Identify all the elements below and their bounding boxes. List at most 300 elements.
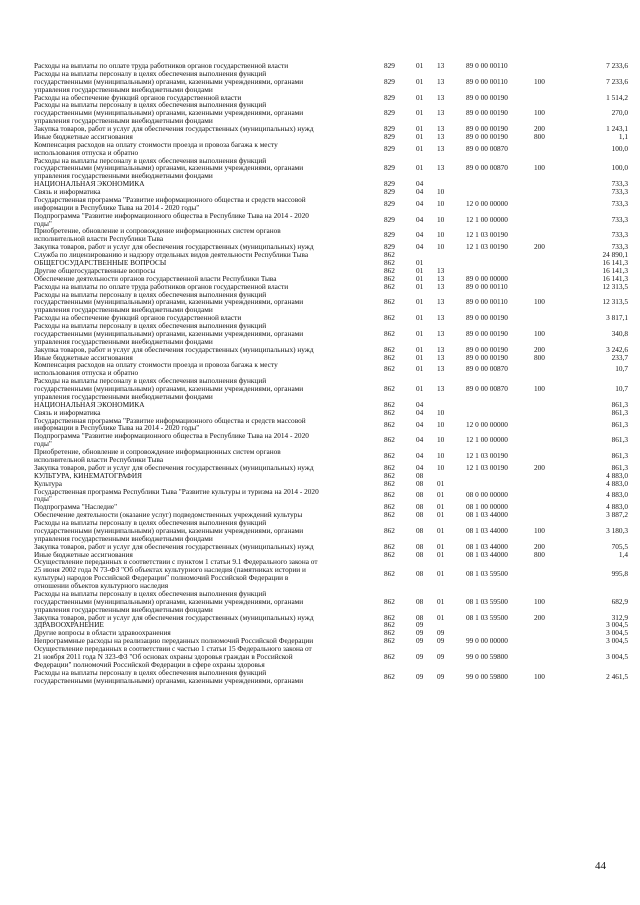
podrazdel-code: 10 xyxy=(437,187,445,197)
vedomstvo-code: 862 xyxy=(384,297,395,307)
amount-cell: 3 004,5 xyxy=(606,636,628,646)
vedomstvo-code: 829 xyxy=(384,76,395,86)
vedomstvo-code: 829 xyxy=(384,198,395,208)
row-name-line: культуры) народов Российской Федерации" полномочий Российской Федерации в xyxy=(34,573,289,583)
vedomstvo-code: 862 xyxy=(384,490,395,500)
amount-cell: 995,8 xyxy=(611,569,628,579)
target-article-code: 08 1 03 44000 xyxy=(466,549,508,559)
table-row xyxy=(0,590,640,614)
amount-cell: 3 180,3 xyxy=(606,525,628,535)
razdel-code: 01 xyxy=(416,108,424,118)
amount-cell: 861,3 xyxy=(611,451,628,461)
expense-type-code: 200 xyxy=(534,541,545,551)
row-name-line: Расходы на выплаты персоналу в целях обеспечения выполнения функций xyxy=(34,376,267,386)
expense-type-code: 100 xyxy=(534,596,545,606)
vedomstvo-code: 829 xyxy=(384,179,395,189)
razdel-code: 01 xyxy=(416,258,424,267)
vedomstvo-code: 862 xyxy=(384,328,395,338)
vedomstvo-code: 862 xyxy=(384,502,395,512)
target-article-code: 12 1 00 00000 xyxy=(466,214,508,224)
vedomstvo-code: 862 xyxy=(384,265,395,275)
razdel-code: 09 xyxy=(416,628,424,638)
row-name-line: информации в Республике Тыва на 2014 - 2020 годы" xyxy=(34,423,200,433)
table-row xyxy=(0,448,640,464)
razdel-code: 04 xyxy=(416,399,424,409)
amount-cell: 3 004,5 xyxy=(606,628,628,638)
row-name-line: использования отпуска и обратно xyxy=(34,368,139,378)
razdel-code: 09 xyxy=(416,651,424,661)
razdel-code: 04 xyxy=(416,230,424,240)
razdel-code: 01 xyxy=(416,163,424,173)
row-name-line: годы" xyxy=(34,439,52,449)
row-name-line: Приобретение, обновление и сопровождение информационных систем органов xyxy=(34,226,281,236)
target-article-code: 12 1 03 00190 xyxy=(466,451,508,461)
table-row xyxy=(0,472,640,480)
table-row xyxy=(0,488,640,504)
razdel-code: 01 xyxy=(416,61,424,70)
row-name-line: Иные бюджетные ассигнования xyxy=(34,549,133,559)
podrazdel-code: 13 xyxy=(437,265,445,275)
table-row xyxy=(0,141,640,157)
amount-cell: 24 890,1 xyxy=(602,250,628,260)
amount-cell: 733,3 xyxy=(611,242,628,252)
amount-cell: 100,0 xyxy=(611,143,628,153)
target-article-code: 12 1 03 00190 xyxy=(466,242,508,252)
podrazdel-code: 01 xyxy=(437,510,445,520)
amount-cell: 7 233,6 xyxy=(606,61,628,70)
row-name-line: Закупка товаров, работ и услуг для обеспечения государственных (муниципальных) нужд xyxy=(34,242,314,252)
razdel-code: 09 xyxy=(416,620,424,630)
amount-cell: 733,3 xyxy=(611,187,628,197)
row-name-line: Иные бюджетные ассигнования xyxy=(34,131,133,141)
expense-type-code: 100 xyxy=(534,525,545,535)
podrazdel-code: 10 xyxy=(437,462,445,472)
razdel-code: 01 xyxy=(416,131,424,141)
amount-cell: 3 817,1 xyxy=(606,313,628,323)
row-name-line: Расходы на обеспечение функций органов государственной власти xyxy=(34,92,242,102)
amount-cell: 312,9 xyxy=(611,612,628,622)
target-article-code: 89 0 00 00190 xyxy=(466,344,508,354)
expense-type-code: 200 xyxy=(534,344,545,354)
podrazdel-code: 13 xyxy=(437,131,445,141)
target-article-code: 89 0 00 00190 xyxy=(466,108,508,118)
amount-cell: 10,7 xyxy=(615,384,628,394)
amount-cell: 861,3 xyxy=(611,462,628,472)
podrazdel-code: 09 xyxy=(437,671,445,681)
table-row xyxy=(0,70,640,94)
row-name-line: Служба по лицензированию и надзору отдельных видов деятельности Республики Тыва xyxy=(34,250,309,260)
razdel-code: 09 xyxy=(416,671,424,681)
razdel-code: 04 xyxy=(416,462,424,472)
target-article-code: 89 0 00 00870 xyxy=(466,143,508,153)
target-article-code: 99 0 00 59800 xyxy=(466,651,508,661)
razdel-code: 08 xyxy=(416,596,424,606)
expense-type-code: 200 xyxy=(534,612,545,622)
vedomstvo-code: 862 xyxy=(384,671,395,681)
row-name-line: Федерации" полномочий Российской Федерации в сфере охраны здоровья xyxy=(34,659,265,669)
podrazdel-code: 10 xyxy=(437,451,445,461)
amount-cell: 270,0 xyxy=(611,108,628,118)
amount-cell: 1 243,1 xyxy=(606,124,628,134)
vedomstvo-code: 862 xyxy=(384,628,395,638)
row-name-line: Расходы на выплаты персоналу в целях обеспечения выполнения функций xyxy=(34,321,267,331)
row-name-line: отношении объектов культурного наследия xyxy=(34,581,169,591)
expense-type-code: 100 xyxy=(534,384,545,394)
razdel-code: 01 xyxy=(416,364,424,374)
row-name-line: Государственная программа "Развитие информационного общества и средств массовой xyxy=(34,194,306,204)
row-name-line: Расходы на выплаты персоналу в целях обеспечения выполнения функций xyxy=(34,588,267,598)
row-name-line: ОБЩЕГОСУДАРСТВЕННЫЕ ВОПРОСЫ xyxy=(34,258,167,267)
row-name-line: Осуществление переданных в соответствии с пунктом 1 статьи 9.1 Федерального закона от xyxy=(34,557,318,567)
vedomstvo-code: 862 xyxy=(384,313,395,323)
amount-cell: 861,3 xyxy=(611,399,628,409)
row-name-line: Непрограммные расходы на реализацию переданных полномочий Российской Федерации xyxy=(34,636,314,646)
podrazdel-code: 13 xyxy=(437,313,445,323)
amount-cell: 10,7 xyxy=(615,364,628,374)
target-article-code: 12 0 00 00000 xyxy=(466,419,508,429)
razdel-code: 01 xyxy=(416,265,424,275)
expense-type-code: 100 xyxy=(534,328,545,338)
expense-type-code: 100 xyxy=(534,163,545,173)
target-article-code: 08 1 00 00000 xyxy=(466,502,508,512)
target-article-code: 89 0 00 00870 xyxy=(466,163,508,173)
row-name-line: Закупка товаров, работ и услуг для обеспечения государственных (муниципальных) нужд xyxy=(34,612,314,622)
razdel-code: 04 xyxy=(416,435,424,445)
expense-type-code: 800 xyxy=(534,131,545,141)
podrazdel-code: 13 xyxy=(437,143,445,153)
vedomstvo-code: 862 xyxy=(384,399,395,409)
podrazdel-code: 01 xyxy=(437,569,445,579)
razdel-code: 08 xyxy=(416,525,424,535)
razdel-code: 08 xyxy=(416,541,424,551)
target-article-code: 12 1 03 00190 xyxy=(466,230,508,240)
table-row xyxy=(0,377,640,401)
amount-cell: 733,3 xyxy=(611,214,628,224)
row-name-line: государственными (муниципальными) органами, казенными учреждениями, органами xyxy=(34,384,304,394)
row-name-line: КУЛЬТУРА, КИНЕМАТОГРАФИЯ xyxy=(34,470,142,480)
target-article-code: 89 0 00 00190 xyxy=(466,328,508,338)
target-article-code: 12 1 03 00190 xyxy=(466,462,508,472)
vedomstvo-code: 829 xyxy=(384,187,395,197)
target-article-code: 89 0 00 00000 xyxy=(466,273,508,283)
row-name-line: Компенсация расходов на оплату стоимости проезда и провоза багажа к месту xyxy=(34,139,278,149)
target-article-code: 08 1 03 44000 xyxy=(466,510,508,520)
vedomstvo-code: 862 xyxy=(384,384,395,394)
podrazdel-code: 10 xyxy=(437,419,445,429)
vedomstvo-code: 862 xyxy=(384,250,395,260)
row-name-line: использования отпуска и обратно xyxy=(34,147,139,157)
expense-type-code: 200 xyxy=(534,124,545,134)
amount-cell: 7 233,6 xyxy=(606,76,628,86)
target-article-code: 08 1 03 59500 xyxy=(466,596,508,606)
podrazdel-code: 01 xyxy=(437,525,445,535)
vedomstvo-code: 862 xyxy=(384,451,395,461)
vedomstvo-code: 862 xyxy=(384,281,395,291)
vedomstvo-code: 862 xyxy=(384,419,395,429)
vedomstvo-code: 862 xyxy=(384,273,395,283)
target-article-code: 08 1 03 44000 xyxy=(466,525,508,535)
vedomstvo-code: 862 xyxy=(384,258,395,267)
table-row xyxy=(0,322,640,346)
row-name-line: ЗДРАВООХРАНЕНИЕ xyxy=(34,620,104,630)
razdel-code: 04 xyxy=(416,451,424,461)
row-name-line: управления государственными внебюджетными фондами xyxy=(34,391,213,401)
amount-cell: 16 141,3 xyxy=(602,273,628,283)
row-name-line: исполнительной власти Республики Тыва xyxy=(34,234,164,244)
vedomstvo-code: 829 xyxy=(384,108,395,118)
target-article-code: 89 0 00 00110 xyxy=(466,281,508,291)
row-name-line: 21 ноября 2011 года N 323-ФЗ "Об основах охраны здоровья граждан в Российской xyxy=(34,651,293,661)
vedomstvo-code: 829 xyxy=(384,131,395,141)
expense-type-code: 800 xyxy=(534,549,545,559)
expense-type-code: 200 xyxy=(534,462,545,472)
row-name-line: управления государственными внебюджетными фондами xyxy=(34,604,213,614)
target-article-code: 89 0 00 00190 xyxy=(466,352,508,362)
podrazdel-code: 13 xyxy=(437,124,445,134)
row-name-line: Государственная программа "Развитие информационного общества и средств массовой xyxy=(34,415,306,425)
vedomstvo-code: 829 xyxy=(384,124,395,134)
podrazdel-code: 01 xyxy=(437,490,445,500)
razdel-code: 08 xyxy=(416,502,424,512)
row-name-line: Расходы на выплаты персоналу в целях обеспечения выполнения функций xyxy=(34,155,267,165)
amount-cell: 12 313,5 xyxy=(602,297,628,307)
podrazdel-code: 01 xyxy=(437,612,445,622)
vedomstvo-code: 862 xyxy=(384,364,395,374)
row-name-line: Расходы на обеспечение функций органов государственной власти xyxy=(34,313,242,323)
vedomstvo-code: 829 xyxy=(384,143,395,153)
vedomstvo-code: 862 xyxy=(384,620,395,630)
row-name-line: Подпрограмма "Наследие" xyxy=(34,502,118,512)
row-name-line: управления государственными внебюджетными фондами xyxy=(34,84,213,94)
row-name-line: государственными (муниципальными) органами, казенными учреждениями, органами xyxy=(34,108,304,118)
expense-type-code: 100 xyxy=(534,108,545,118)
row-name-line: 25 июня 2002 года N 73-ФЗ "Об объектах культурного наследия (памятниках истории и xyxy=(34,565,306,575)
row-name-line: Приобретение, обновление и сопровождение информационных систем органов xyxy=(34,447,281,457)
podrazdel-code: 01 xyxy=(437,596,445,606)
target-article-code: 08 1 03 59500 xyxy=(466,612,508,622)
vedomstvo-code: 862 xyxy=(384,651,395,661)
page-number: 44 xyxy=(595,860,606,872)
vedomstvo-code: 829 xyxy=(384,61,395,70)
podrazdel-code: 13 xyxy=(437,297,445,307)
podrazdel-code: 13 xyxy=(437,76,445,86)
podrazdel-code: 09 xyxy=(437,636,445,646)
podrazdel-code: 13 xyxy=(437,92,445,102)
table-row xyxy=(0,669,640,685)
row-name-line: НАЦИОНАЛЬНАЯ ЭКОНОМИКА xyxy=(34,399,145,409)
podrazdel-code: 09 xyxy=(437,628,445,638)
vedomstvo-code: 862 xyxy=(384,596,395,606)
vedomstvo-code: 829 xyxy=(384,214,395,224)
amount-cell: 3 242,6 xyxy=(606,344,628,354)
podrazdel-code: 10 xyxy=(437,242,445,252)
amount-cell: 4 883,0 xyxy=(606,502,628,512)
razdel-code: 01 xyxy=(416,297,424,307)
amount-cell: 4 883,0 xyxy=(606,490,628,500)
table-row xyxy=(0,432,640,448)
amount-cell: 12 313,5 xyxy=(602,281,628,291)
target-article-code: 12 1 00 00000 xyxy=(466,435,508,445)
razdel-code: 08 xyxy=(416,510,424,520)
podrazdel-code: 13 xyxy=(437,384,445,394)
vedomstvo-code: 829 xyxy=(384,230,395,240)
target-article-code: 89 0 00 00110 xyxy=(466,61,508,70)
razdel-code: 01 xyxy=(416,92,424,102)
table-row xyxy=(0,291,640,315)
razdel-code: 04 xyxy=(416,242,424,252)
vedomstvo-code: 862 xyxy=(384,541,395,551)
row-name-line: Другие вопросы в области здравоохранения xyxy=(34,628,171,638)
target-article-code: 08 0 00 00000 xyxy=(466,490,508,500)
expense-type-code: 100 xyxy=(534,76,545,86)
row-name-line: НАЦИОНАЛЬНАЯ ЭКОНОМИКА xyxy=(34,179,145,189)
vedomstvo-code: 862 xyxy=(384,470,395,480)
table-row xyxy=(0,417,640,433)
razdel-code: 01 xyxy=(416,352,424,362)
target-article-code: 89 0 00 00190 xyxy=(466,313,508,323)
amount-cell: 705,5 xyxy=(611,541,628,551)
razdel-code: 04 xyxy=(416,187,424,197)
razdel-code: 01 xyxy=(416,344,424,354)
target-article-code: 89 0 00 00870 xyxy=(466,364,508,374)
razdel-code: 08 xyxy=(416,569,424,579)
row-name-line: Подпрограмма "Развитие информационного общества в Республике Тыва на 2014 - 2020 xyxy=(34,210,309,220)
amount-cell: 733,3 xyxy=(611,230,628,240)
row-name-line: государственными (муниципальными) органами, казенными учреждениями, органами xyxy=(34,297,304,307)
row-name-line: Расходы на выплаты персоналу в целях обеспечения выполнения функций xyxy=(34,100,267,110)
amount-cell: 16 141,3 xyxy=(602,258,628,267)
razdel-code: 01 xyxy=(416,328,424,338)
amount-cell: 3 887,2 xyxy=(606,510,628,520)
razdel-code: 08 xyxy=(416,612,424,622)
amount-cell: 2 461,5 xyxy=(606,671,628,681)
amount-cell: 4 883,0 xyxy=(606,470,628,480)
vedomstvo-code: 862 xyxy=(384,435,395,445)
row-name-line: управления государственными внебюджетными фондами xyxy=(34,305,213,315)
razdel-code: 09 xyxy=(416,636,424,646)
row-name-line: Расходы на выплаты персоналу в целях обеспечения выполнения функций xyxy=(34,68,267,78)
podrazdel-code: 10 xyxy=(437,230,445,240)
row-name-line: годы" xyxy=(34,218,52,228)
amount-cell: 861,3 xyxy=(611,419,628,429)
razdel-code: 08 xyxy=(416,549,424,559)
table-row xyxy=(0,157,640,181)
table-row xyxy=(0,558,640,590)
target-article-code: 89 0 00 00190 xyxy=(466,131,508,141)
razdel-code: 04 xyxy=(416,179,424,189)
row-name-line: Закупка товаров, работ и услуг для обеспечения государственных (муниципальных) нужд xyxy=(34,124,314,134)
row-name-line: Иные бюджетные ассигнования xyxy=(34,352,133,362)
razdel-code: 01 xyxy=(416,313,424,323)
amount-cell: 733,3 xyxy=(611,179,628,189)
vedomstvo-code: 862 xyxy=(384,407,395,417)
podrazdel-code: 13 xyxy=(437,328,445,338)
amount-cell: 16 141,3 xyxy=(602,265,628,275)
podrazdel-code: 13 xyxy=(437,108,445,118)
target-article-code: 89 0 00 00110 xyxy=(466,297,508,307)
target-article-code: 12 0 00 00000 xyxy=(466,198,508,208)
row-name-line: управления государственными внебюджетными фондами xyxy=(34,533,213,543)
amount-cell: 861,3 xyxy=(611,435,628,445)
target-article-code: 99 0 00 59800 xyxy=(466,671,508,681)
razdel-code: 04 xyxy=(416,198,424,208)
podrazdel-code: 01 xyxy=(437,549,445,559)
row-name-line: Государственная программа Республики Тыва "Развитие культуры и туризма на 2014 - 2020 xyxy=(34,486,319,496)
row-name-line: годы" xyxy=(34,494,52,504)
expense-type-code: 200 xyxy=(534,242,545,252)
row-name-line: государственными (муниципальными) органами, казенными учреждениями, органами xyxy=(34,675,304,685)
amount-cell: 733,3 xyxy=(611,198,628,208)
row-name-line: государственными (муниципальными) органами, казенными учреждениями, органами xyxy=(34,596,304,606)
vedomstvo-code: 862 xyxy=(384,525,395,535)
row-name-line: Другие общегосударственные вопросы xyxy=(34,265,156,275)
row-name-line: Связь и информатика xyxy=(34,187,101,197)
vedomstvo-code: 862 xyxy=(384,510,395,520)
target-article-code: 08 1 03 44000 xyxy=(466,541,508,551)
vedomstvo-code: 862 xyxy=(384,462,395,472)
razdel-code: 08 xyxy=(416,478,424,488)
podrazdel-code: 13 xyxy=(437,163,445,173)
podrazdel-code: 10 xyxy=(437,435,445,445)
vedomstvo-code: 829 xyxy=(384,242,395,252)
amount-cell: 233,7 xyxy=(611,352,628,362)
expense-type-code: 100 xyxy=(534,671,545,681)
table-row xyxy=(0,519,640,543)
amount-cell: 1,1 xyxy=(618,131,628,141)
podrazdel-code: 01 xyxy=(437,478,445,488)
podrazdel-code: 10 xyxy=(437,407,445,417)
vedomstvo-code: 862 xyxy=(384,612,395,622)
vedomstvo-code: 862 xyxy=(384,569,395,579)
row-name-line: управления государственными внебюджетными фондами xyxy=(34,116,213,126)
amount-cell: 340,8 xyxy=(611,328,628,338)
podrazdel-code: 01 xyxy=(437,541,445,551)
amount-cell: 3 004,5 xyxy=(606,651,628,661)
row-name-line: информации в Республике Тыва на 2014 - 2020 годы" xyxy=(34,202,200,212)
amount-cell: 861,3 xyxy=(611,407,628,417)
target-article-code: 89 0 00 00870 xyxy=(466,384,508,394)
razdel-code: 08 xyxy=(416,470,424,480)
vedomstvo-code: 862 xyxy=(384,478,395,488)
razdel-code: 01 xyxy=(416,76,424,86)
table-row xyxy=(0,645,640,669)
row-name-line: Осуществление переданных в соответствии с частью 1 статьи 15 Федерального закона от xyxy=(34,644,312,654)
table-row xyxy=(0,227,640,243)
razdel-code: 01 xyxy=(416,143,424,153)
table-row xyxy=(0,212,640,228)
row-name-line: Закупка товаров, работ и услуг для обеспечения государственных (муниципальных) нужд xyxy=(34,462,314,472)
target-article-code: 89 0 00 00190 xyxy=(466,92,508,102)
podrazdel-code: 13 xyxy=(437,344,445,354)
table-row xyxy=(0,361,640,377)
razdel-code: 01 xyxy=(416,124,424,134)
razdel-code: 04 xyxy=(416,419,424,429)
row-name-line: Закупка товаров, работ и услуг для обеспечения государственных (муниципальных) нужд xyxy=(34,344,314,354)
amount-cell: 4 883,0 xyxy=(606,478,628,488)
vedomstvo-code: 829 xyxy=(384,92,395,102)
vedomstvo-code: 862 xyxy=(384,352,395,362)
razdel-code: 04 xyxy=(416,214,424,224)
podrazdel-code: 13 xyxy=(437,61,445,70)
vedomstvo-code: 829 xyxy=(384,163,395,173)
row-name-line: Расходы на выплаты персоналу в целях обеспечения выполнения функций xyxy=(34,518,267,528)
row-name-line: государственными (муниципальными) органами, казенными учреждениями, органами xyxy=(34,76,304,86)
vedomstvo-code: 862 xyxy=(384,344,395,354)
row-name-line: Закупка товаров, работ и услуг для обеспечения государственных (муниципальных) нужд xyxy=(34,541,314,551)
row-name-line: Расходы на выплаты по оплате труда работников органов государственной власти xyxy=(34,61,289,70)
row-name-line: Обеспечение деятельности (оказание услуг) подведомственных учреждений культуры xyxy=(34,510,303,520)
podrazdel-code: 10 xyxy=(437,214,445,224)
